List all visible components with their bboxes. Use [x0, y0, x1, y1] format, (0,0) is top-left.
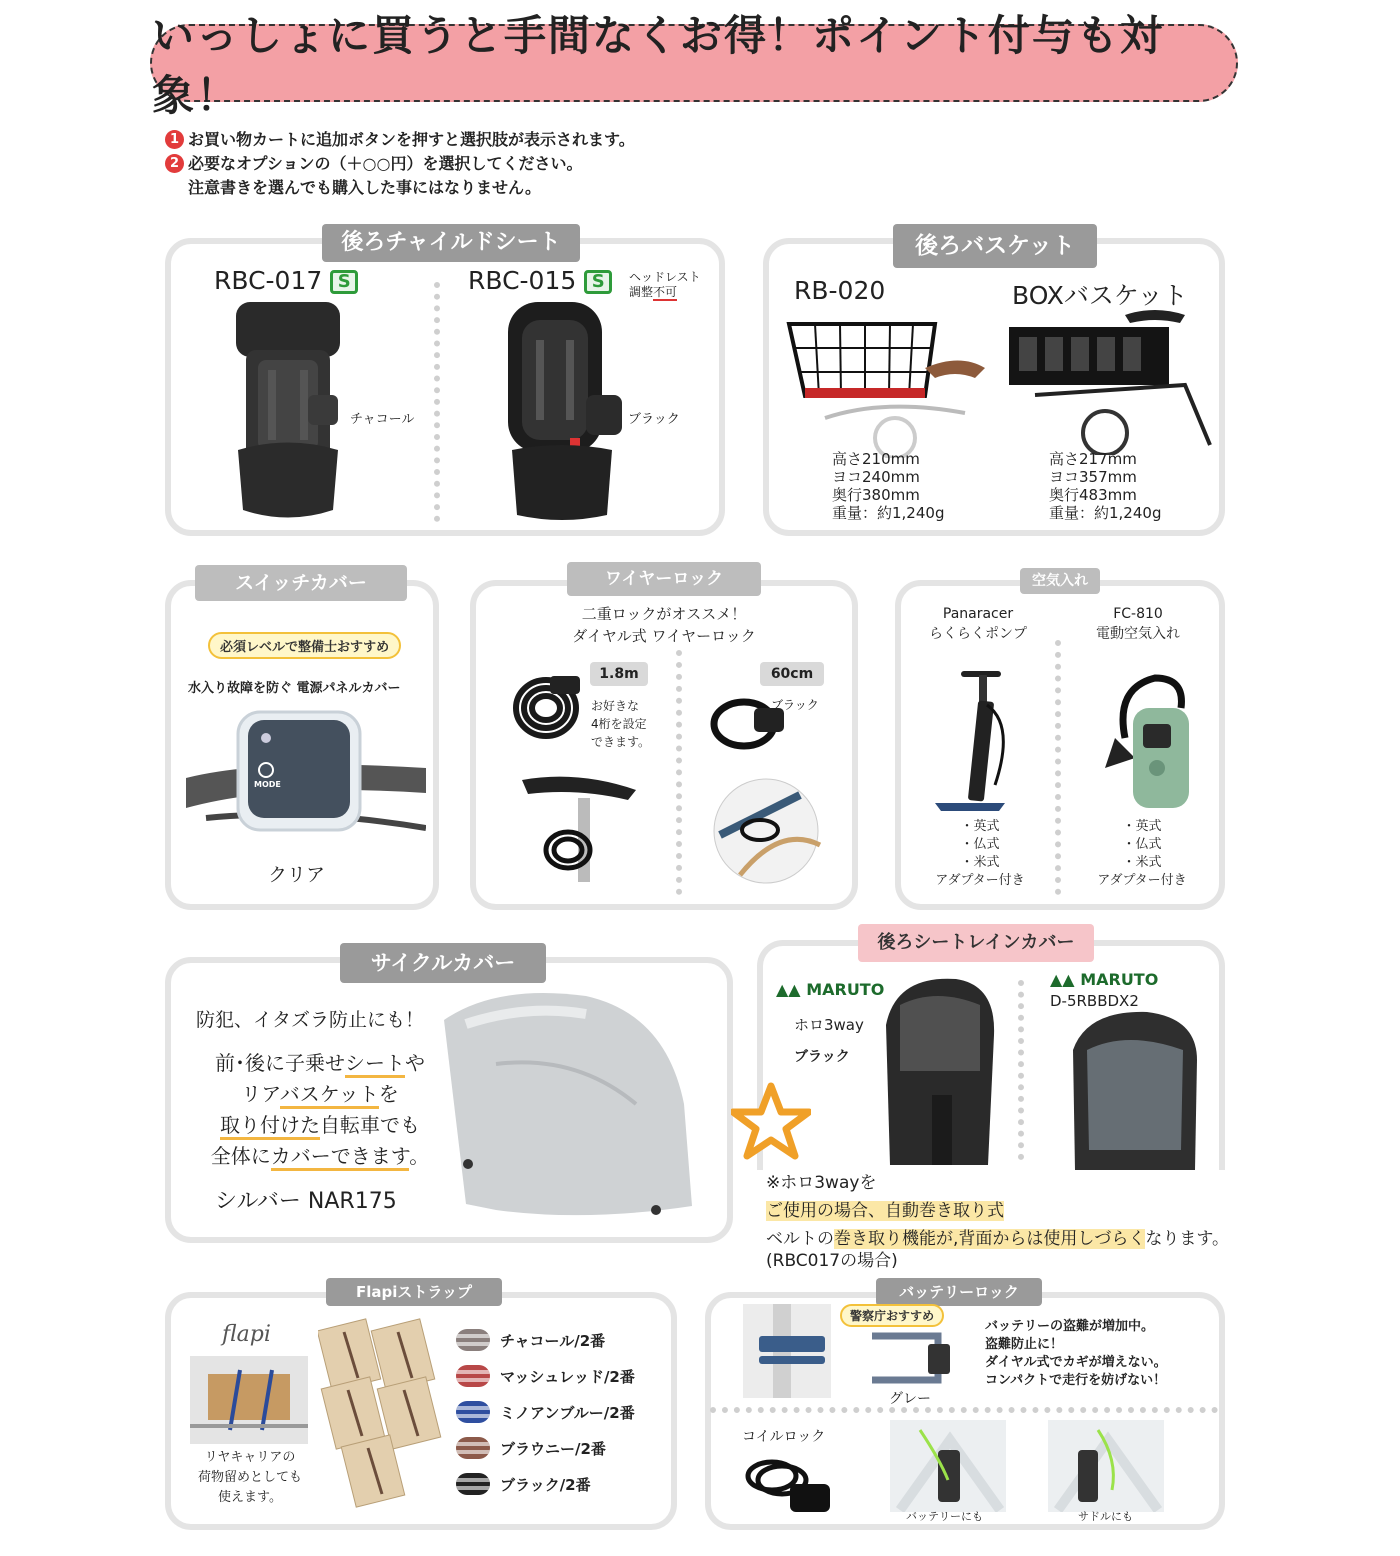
wire-lock-headline-2: ダイヤル式 ワイヤーロック	[572, 627, 756, 645]
flapi-color-label: ブラウニー/2番	[500, 1439, 606, 1458]
flapi-color-label: ブラック/2番	[500, 1475, 591, 1494]
battery-lock-desc-line: ダイヤル式でカギが増えない。	[985, 1355, 1167, 1370]
d5rbbdx2-image	[1067, 1010, 1202, 1170]
pump-left-heading	[903, 604, 1053, 644]
cycle-cover-l2c: や	[405, 1051, 425, 1075]
pump-right-brand: FC-810	[1113, 606, 1163, 622]
frame-lock-image	[710, 775, 822, 885]
rain-cover-right-model: D-5RBBDX2	[1050, 992, 1139, 1010]
banner-text: いっしょに買うと手間なくお得！ポイント付与も対象！	[152, 11, 1165, 120]
headrest-note	[629, 270, 701, 300]
pump-right-heading	[1063, 604, 1213, 644]
box-basket-spec: 重量：約1,240g	[1049, 504, 1162, 522]
rain-cover-note-2-text: ご使用の場合、自動巻き取り式	[766, 1201, 1004, 1221]
cycle-cover-l4b: 自転車でも	[320, 1113, 420, 1137]
rbc017-seat-image	[228, 300, 348, 525]
pump-right-spec: ・仏式	[1122, 837, 1162, 852]
pump-title: 空気入れ	[1020, 568, 1100, 594]
box-basket-spec: ヨコ357mm	[1049, 468, 1137, 486]
box-basket-model: BOXバスケット	[1012, 281, 1188, 310]
pump-right-name: 電動空気入れ	[1096, 626, 1180, 642]
maruto-logo-right: ▲▲ MARUTO	[1050, 970, 1159, 989]
coil-lock-image	[742, 1446, 838, 1518]
wire-lock-desc-line: できます。	[591, 735, 651, 749]
battery-lock-color: グレー	[889, 1391, 931, 1407]
wire-lock-desc-line: お好きな	[591, 699, 640, 713]
sg-mark-icon	[584, 270, 612, 294]
cycle-cover-line2	[196, 1048, 444, 1079]
cycle-cover-l5c: 。	[409, 1144, 430, 1168]
coil-lock-label: コイルロック	[742, 1429, 826, 1445]
cycle-cover-l4a: 取り付けた	[220, 1113, 320, 1140]
flapi-color-label: マッシュレッド/2番	[500, 1367, 635, 1386]
rain-cover-note-3c: なります。	[1145, 1229, 1230, 1249]
flapi-desc-line: 使えます。	[218, 1490, 282, 1505]
pump-left-specs	[925, 818, 1035, 890]
pump-left-spec: アダプター付き	[935, 873, 1025, 888]
rain-cover-note-4: (RBC017の場合)	[766, 1251, 898, 1271]
cycle-cover-line1: 防犯、イタズラ防止にも！	[196, 1009, 425, 1031]
maruto-brand-right: MARUTO	[1080, 970, 1159, 989]
switch-cover-color: クリア	[268, 864, 326, 886]
flapi-desc	[185, 1448, 315, 1508]
flapi-packages-image	[318, 1318, 444, 1514]
battery-lock-product-image	[868, 1328, 954, 1388]
battery-lock-desc-line: バッテリーの盗難が増加中。	[985, 1319, 1155, 1334]
maruto-brand-left: MARUTO	[806, 980, 885, 999]
note-2-text: 必要なオプションの（＋○○円）を選択してください。	[188, 154, 583, 173]
headline-banner	[150, 11, 1238, 120]
cycle-cover-title: サイクルカバー	[340, 943, 546, 983]
pump-right-spec: ・英式	[1122, 819, 1162, 834]
saddle-lock-image	[518, 770, 638, 885]
cycle-cover-l5b: カバーできます	[271, 1144, 409, 1171]
color-swatch	[456, 1401, 490, 1423]
pump-right-spec: アダプター付き	[1097, 873, 1187, 888]
flapi-color-item	[456, 1329, 605, 1351]
note-2-badge: 2	[165, 154, 184, 173]
flapi-color-item	[456, 1401, 635, 1423]
headrest-note-b: 不可	[653, 285, 678, 299]
headrest-note-line2	[629, 285, 701, 300]
pump-left-spec: ・英式	[960, 819, 1000, 834]
wire-lock-divider	[676, 650, 682, 895]
pump-left-spec: ・仏式	[960, 837, 1000, 852]
battery-demo-caption: バッテリーにも	[906, 1510, 983, 1523]
box-basket-image	[1005, 305, 1215, 455]
switch-cover-image	[186, 708, 426, 848]
color-swatch	[456, 1437, 490, 1459]
wire-lock-right-color: ブラック	[771, 698, 819, 712]
rb020-spec: 重量：約1,240g	[832, 504, 945, 522]
rb020-spec: ヨコ240mm	[832, 468, 920, 486]
cycle-cover-image	[436, 984, 696, 1224]
cycle-cover-l2a: 前･後に子乗せ	[215, 1051, 345, 1075]
rain-cover-left-name: ホロ3way	[794, 1016, 864, 1034]
wire-lock-1-8m-tag: 1.8m	[590, 662, 648, 686]
rbc015-color: ブラック	[628, 412, 680, 427]
cycle-cover-product: シルバー NAR175	[215, 1189, 397, 1214]
flapi-carrier-image	[190, 1356, 308, 1444]
rain-cover-divider	[1018, 980, 1024, 1160]
cycle-cover-l5a: 全体に	[210, 1144, 271, 1168]
horo-3way-image	[876, 975, 1001, 1170]
battery-lock-desc	[985, 1318, 1167, 1390]
cycle-cover-line3	[196, 1079, 444, 1110]
sg-mark-icon	[330, 270, 358, 294]
switch-cover-desc: 水入り故障を防ぐ 電源パネルカバー	[188, 681, 401, 696]
color-swatch	[456, 1365, 490, 1387]
floor-pump-image	[925, 665, 1025, 815]
cycle-cover-line5	[196, 1141, 444, 1172]
coil-lock-image	[508, 666, 588, 746]
rb020-spec: 高さ210mm	[832, 450, 920, 468]
child-seat-divider	[434, 282, 440, 522]
rain-cover-left-color: ブラック	[794, 1049, 850, 1065]
rbc017-model	[214, 266, 358, 295]
color-swatch	[456, 1329, 490, 1351]
flapi-color-label: ミノアンブルー/2番	[500, 1403, 635, 1422]
battery-lock-pill: 警察庁おすすめ	[840, 1304, 944, 1327]
wire-lock-60cm-tag: 60cm	[760, 662, 824, 686]
rain-cover-note-3a: ベルトの	[766, 1229, 834, 1249]
headrest-note-a: 調整	[629, 285, 654, 299]
battery-lock-divider	[710, 1407, 1218, 1413]
rain-cover-note-2	[766, 1196, 1004, 1221]
flapi-color-item	[456, 1365, 635, 1387]
flapi-desc-line: 荷物留めとしても	[197, 1470, 302, 1485]
box-basket-spec: 高さ217mm	[1049, 450, 1137, 468]
box-basket-specs	[1049, 450, 1161, 522]
rb020-basket-image	[785, 318, 985, 458]
pump-right-spec: ・米式	[1122, 855, 1162, 870]
cycle-cover-l3c: を	[378, 1082, 399, 1106]
wire-lock-headline	[470, 603, 858, 647]
cycle-cover-l3b: バスケット	[280, 1082, 379, 1109]
rb020-spec: 奥行380mm	[832, 486, 920, 504]
rbc015-seat-image	[502, 300, 632, 525]
rain-cover-note-1: ※ホロ3wayを	[766, 1173, 877, 1193]
electric-pump-image	[1085, 668, 1205, 818]
cycle-cover-l2b: シート	[345, 1051, 405, 1078]
rbc017-model-label: RBC-017	[214, 266, 323, 295]
pump-left-spec: ・米式	[960, 855, 1000, 870]
battery-lock-title: バッテリーロック	[876, 1278, 1042, 1306]
note-1-badge: 1	[165, 130, 184, 149]
cycle-cover-line4	[196, 1110, 444, 1141]
flapi-color-label: チャコール/2番	[500, 1331, 606, 1350]
cycle-cover-body	[196, 1048, 444, 1172]
wire-lock-desc-line: 4桁を設定	[591, 717, 647, 731]
saddle-demo-caption: サドルにも	[1078, 1510, 1133, 1523]
headrest-note-line1: ヘッドレスト	[629, 270, 701, 284]
cycle-cover-l3a: リア	[241, 1082, 280, 1106]
instruction-notes	[165, 128, 635, 200]
mode-label: MODE	[254, 780, 281, 789]
switch-cover-pill: 必須レベルで整備士おすすめ	[208, 632, 401, 659]
battery-lock-bike-image	[743, 1304, 831, 1398]
wire-lock-left-desc	[591, 697, 650, 751]
rbc015-model	[468, 266, 612, 295]
rb020-model: RB-020	[794, 276, 886, 305]
wire-lock-headline-1: 二重ロックがオススメ！	[581, 605, 747, 623]
pump-divider	[1055, 640, 1061, 895]
rbc017-color: チャコール	[350, 412, 415, 427]
battery-demo-image	[890, 1420, 1006, 1512]
flapi-color-item	[456, 1473, 591, 1495]
box-basket-spec: 奥行483mm	[1049, 486, 1137, 504]
flapi-logo: flapi	[222, 1322, 271, 1347]
saddle-demo-image	[1048, 1420, 1164, 1512]
pump-left-name: らくらくポンプ	[929, 626, 1027, 642]
basket-title: 後ろバスケット	[893, 224, 1097, 268]
switch-cover-title: スイッチカバー	[195, 565, 407, 601]
rbc015-model-label: RBC-015	[468, 266, 577, 295]
battery-lock-desc-line: 盗難防止に！	[985, 1337, 1064, 1352]
flapi-title: Flapiストラップ	[326, 1278, 502, 1306]
maruto-logo-left: ▲▲ MARUTO	[776, 980, 885, 999]
color-swatch	[456, 1473, 490, 1495]
rain-cover-title: 後ろシートレインカバー	[858, 924, 1094, 962]
wire-lock-title: ワイヤーロック	[567, 562, 761, 596]
pump-left-brand: Panaracer	[942, 606, 1014, 622]
rb020-specs	[832, 450, 944, 522]
flapi-color-item	[456, 1437, 606, 1459]
child-seat-title: 後ろチャイルドシート	[322, 224, 580, 262]
note-1-text: お買い物カートに追加ボタンを押すと選択肢が表示されます。	[188, 130, 635, 149]
flapi-desc-line: リヤキャリアの	[204, 1450, 296, 1465]
battery-lock-desc-line: コンパクトで走行を妨げない！	[985, 1373, 1167, 1388]
note-2-subtext: 注意書きを選んでも購入した事にはなりません。	[188, 178, 541, 197]
pump-right-specs	[1087, 818, 1197, 890]
rain-cover-note-3b: 巻き取り機能が,背面からは使用しづらく	[834, 1229, 1146, 1249]
star-icon	[731, 1082, 811, 1162]
